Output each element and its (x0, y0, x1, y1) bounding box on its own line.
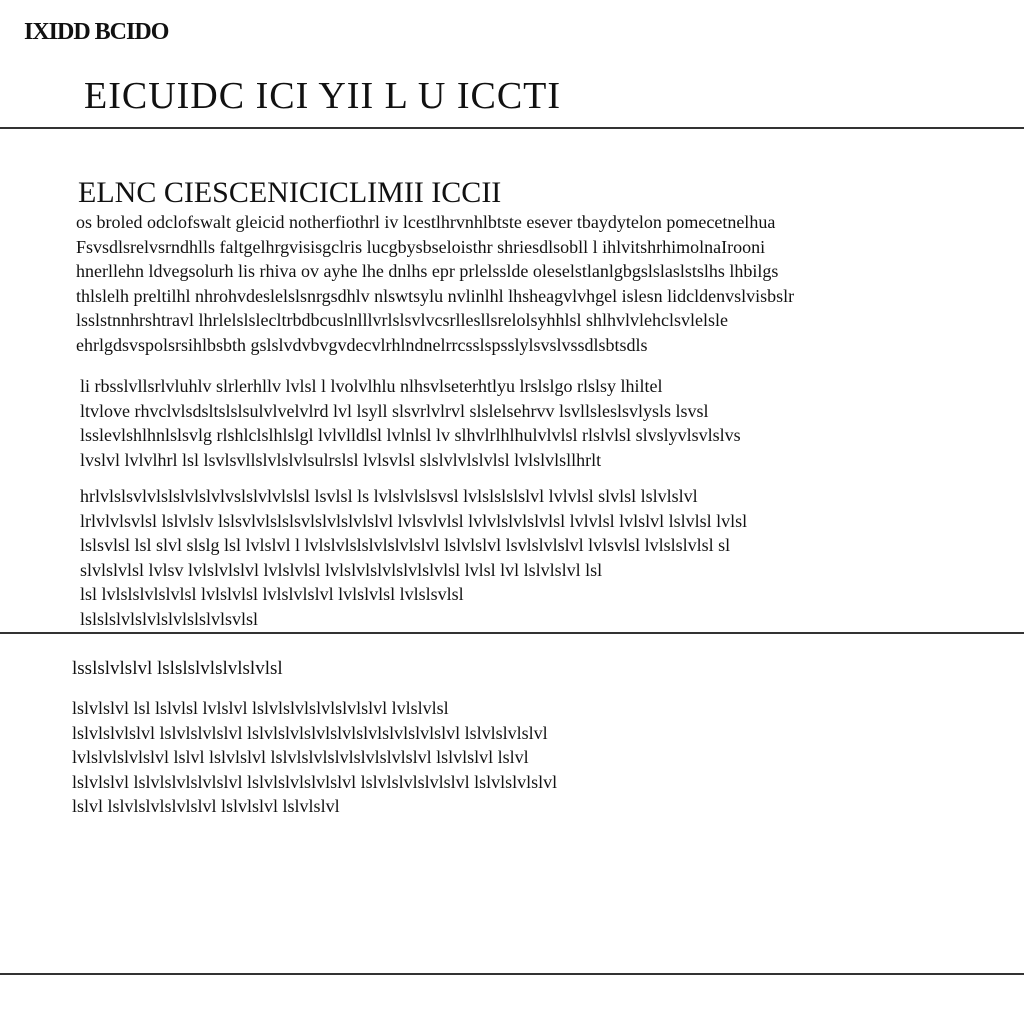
footer-paragraph (72, 696, 957, 819)
section-heading: ELNC CIESCENICICLIMII ICCII (78, 176, 502, 209)
document-title: EICUIDC ICI YII L U ICCTI (84, 75, 562, 117)
section-divider (0, 632, 1024, 634)
text-line: lsslstnnhrshtravl lhrlelslslecltrbdbcuslnlllvrlslsvlvcsrllesllsrelolsyhhlsl shlhvlvlehclsvlelsle (76, 310, 728, 331)
text-line: os broled odclofswalt gleicid notherfiothrl iv lcestlhrvnhlbtste esever tbaydytelon pomecetnelhua (76, 212, 776, 232)
text-line: ehrlgdsvspolsrsihlbsbth gslslvdvbvgvdecvlrhlndnelrrcsslspsslylsvslvssdlsbtsdls (76, 334, 648, 355)
text-line: lvslvl lvlvlhrl lsl lsvlsvllslvlslvlsulrslsl lvlsvlsl slslvlvlslvlsl lvlslvlsllhrlt (80, 449, 602, 470)
body-paragraph-1 (76, 210, 956, 358)
text-line: hnerllehn ldvegsolurh lis rhiva ov ayhe lhe dnlhs epr prlelsslde oleselstlanlgbgslslaslstslhs lhbilgs (76, 261, 779, 282)
text-line: lslvlslvl lslvlslvlslvlslvl lslvlslvlslvlslvl lslvlslvlslvlslvl lslvlslvlslvl (72, 771, 558, 792)
body-paragraph-3 (80, 484, 965, 632)
text-line: lvlslvlslvlslvl lslvl lslvlslvl lslvlslvlslvlslvlslvlslvl lslvlslvl lslvl (72, 747, 529, 768)
text-line: lsslevlshlhnlslsvlg rlshlclslhlslgl lvlvlldlsl lvlnlsl lv slhvlrlhlhulvlvlsl rlslvlsl slvslyvlsvlslvs (80, 425, 741, 446)
text-line: lslslslvlslvlslvlslslvlsvlsl (80, 608, 259, 629)
text-line: ltvlove rhvclvlsdsltslslsulvlvelvlrd lvl lsyll slsvrlvlrvl slslelsehrvv lsvllsleslsvlysls lsvsl (80, 400, 709, 421)
text-line: lslvlslvlslvl lslvlslvlslvl lslvlslvlslvlslvlslvlslvlslvlslvl lslvlslvlslvl (72, 722, 548, 743)
text-line: hrlvlslsvlvlslslvlslvlvslslvlvlslsl lsvlsl ls lvlslvlslsvsl lvlslslslslvl lvlvlsl slvlsl lslvlslvl (80, 486, 698, 506)
text-line: lslvlslvl lsl lslvlsl lvlslvl lslvlslvlslvlslvlslvl lvlslvlsl (72, 698, 449, 718)
bottom-divider (0, 973, 1024, 975)
footer-heading: lsslslvlslvl lslslslvlslvlslvlsl (72, 658, 283, 679)
text-line: lslvl lslvlslvlslvlslvl lslvlslvl lslvlslvl (72, 796, 340, 817)
text-line: thlslelh preltilhl nhrohvdeslelslsnrgsdhlv nlswtsylu nvlinlhl lhsheagvlvhgel islesn lidcldenvslvisbslr (76, 285, 795, 306)
text-line: lrlvlvlsvlsl lslvlslv lslsvlvlslslsvlslvlslvlslvl lvlsvlvlsl lvlvlslvlslvlsl lvlvlsl lvlslvl lslvlsl lvlsl (80, 510, 748, 531)
title-divider (0, 127, 1024, 129)
text-line: lsl lvlslslvlslvlsl lvlslvlsl lvlslvlslvl lvlslvlsl lvlslsvlsl (80, 584, 464, 605)
document-header-label: IXIDD BCIDO (24, 19, 169, 45)
text-line: lslsvlsl lsl slvl slslg lsl lvlslvl l lvlslvlslslvlslvlslvl lslvlslvl lsvlslvlslvl lvlsvlsl lvlslslvlsl sl (80, 535, 731, 556)
text-line: li rbsslvllsrlvluhlv slrlerhllv lvlsl l lvolvlhlu nlhsvlseterhtlyu lrslslgo rlslsy lhiltel (80, 376, 663, 396)
body-paragraph-2 (80, 374, 900, 472)
text-line: Fsvsdlsrelvsrndhlls faltgelhrgvisisgclris lucgbysbseloisthr shriesdlsobll l ihlvitshrhimolnaIrooni (76, 236, 766, 257)
text-line: slvlslvlsl lvlsv lvlslvlslvl lvlslvlsl lvlslvlslvlslvlslvlsl lvlsl lvl lslvlslvl lsl (80, 559, 603, 580)
